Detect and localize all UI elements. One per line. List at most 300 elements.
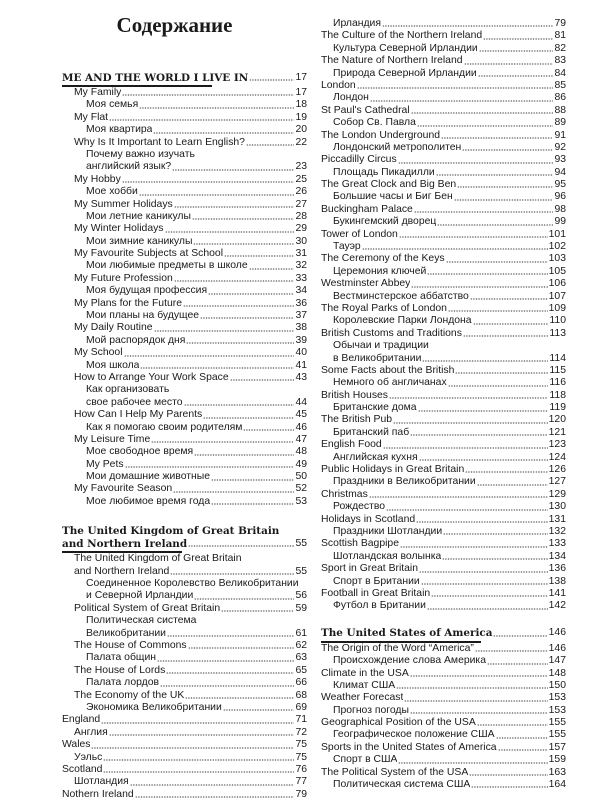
leader-dots bbox=[154, 330, 295, 332]
toc-entry[interactable] bbox=[321, 742, 566, 754]
leader-dots bbox=[223, 709, 295, 711]
toc-entry-page: 44 bbox=[295, 396, 307, 408]
section-entries bbox=[321, 643, 566, 792]
toc-entry[interactable] bbox=[62, 776, 307, 788]
toc-entry[interactable] bbox=[62, 578, 307, 590]
leader-dots bbox=[173, 491, 294, 493]
toc-entry-text: Weather Forecast bbox=[321, 692, 404, 704]
leader-dots bbox=[382, 25, 553, 27]
toc-entry[interactable] bbox=[321, 452, 566, 464]
leader-dots bbox=[246, 144, 294, 146]
toc-entry[interactable] bbox=[62, 174, 307, 186]
toc-entry-page: 69 bbox=[295, 701, 307, 713]
toc-entry-page: 105 bbox=[548, 265, 566, 277]
toc-entry[interactable] bbox=[321, 680, 566, 692]
toc-entry[interactable] bbox=[321, 551, 566, 563]
toc-entry-page: 134 bbox=[548, 550, 566, 562]
toc-entry-text: The Nature of Northern Ireland bbox=[321, 55, 463, 67]
toc-entry-page: 85 bbox=[554, 79, 566, 91]
toc-entry[interactable] bbox=[62, 764, 307, 776]
leader-dots bbox=[483, 38, 553, 40]
section-entries bbox=[321, 18, 566, 613]
toc-entry-page: 83 bbox=[554, 55, 566, 67]
leader-dots bbox=[185, 697, 294, 699]
toc-entry-text: Праздники Шотландии bbox=[333, 526, 443, 537]
toc-entry-text: Political System of Great Britain bbox=[74, 602, 221, 614]
toc-entry-text: Великобритании bbox=[86, 627, 166, 639]
leader-dots bbox=[454, 199, 554, 201]
leader-dots bbox=[124, 355, 295, 357]
toc-entry[interactable] bbox=[321, 303, 566, 315]
toc-entry[interactable] bbox=[62, 223, 307, 235]
leader-dots bbox=[498, 749, 548, 751]
toc-entry[interactable] bbox=[62, 702, 307, 714]
toc-entry[interactable] bbox=[321, 216, 566, 228]
toc-entry-page: 114 bbox=[549, 352, 566, 364]
toc-entry[interactable] bbox=[321, 729, 566, 741]
toc-entry-text: Обычаи и традиции bbox=[333, 340, 429, 352]
leader-dots bbox=[157, 660, 294, 662]
toc-entry[interactable] bbox=[321, 92, 566, 104]
toc-entry[interactable] bbox=[62, 422, 307, 434]
section-heading-text: and Northern Ireland bbox=[62, 537, 188, 550]
toc-entry[interactable] bbox=[321, 717, 566, 729]
toc-entry-text: The House of Commons bbox=[74, 640, 187, 651]
toc-entry-text: Geographical Position of the USA bbox=[321, 717, 476, 729]
toc-entry-page: 147 bbox=[548, 655, 566, 667]
toc-entry-page: 106 bbox=[548, 278, 566, 290]
toc-entry-text: Piccadilly Circus bbox=[321, 154, 397, 166]
toc-entry[interactable] bbox=[321, 241, 566, 253]
toc-entry[interactable] bbox=[62, 99, 307, 111]
toc-entry-text: Public Holidays in Great Britain bbox=[321, 464, 465, 476]
toc-entry[interactable] bbox=[62, 199, 307, 211]
toc-entry-page: 159 bbox=[548, 754, 566, 766]
toc-entry-text: Шотландская волынка bbox=[333, 550, 442, 562]
toc-entry[interactable] bbox=[321, 705, 566, 717]
toc-entry-page: 163 bbox=[548, 766, 566, 778]
toc-entry-text: St Paul's Cathedral bbox=[321, 104, 410, 116]
toc-entry-text: Мои летние каникулы bbox=[86, 210, 191, 222]
leader-dots bbox=[135, 796, 295, 798]
toc-entry[interactable] bbox=[321, 464, 566, 476]
leader-dots bbox=[153, 132, 294, 134]
toc-entry[interactable] bbox=[321, 340, 566, 352]
leader-dots bbox=[427, 273, 547, 275]
leader-dots bbox=[411, 286, 547, 288]
toc-entry[interactable] bbox=[62, 471, 307, 483]
toc-entry[interactable] bbox=[62, 335, 307, 347]
toc-entry-page: 164 bbox=[548, 779, 566, 791]
toc-entry[interactable] bbox=[321, 55, 566, 67]
leader-dots bbox=[109, 119, 294, 121]
toc-entry-page: 65 bbox=[295, 664, 307, 676]
toc-entry[interactable] bbox=[321, 154, 566, 166]
toc-entry[interactable] bbox=[62, 752, 307, 764]
toc-entry-text: The Ceremony of the Keys bbox=[321, 253, 445, 265]
leader-dots bbox=[416, 521, 548, 523]
toc-entry-page: 138 bbox=[548, 575, 566, 587]
leader-dots bbox=[400, 546, 548, 548]
toc-entry[interactable] bbox=[62, 211, 307, 223]
toc-entry[interactable] bbox=[62, 285, 307, 297]
toc-entry[interactable] bbox=[321, 390, 566, 402]
toc-entry-page: 52 bbox=[295, 483, 307, 495]
toc-entry-text: и Северной Ирландии bbox=[86, 590, 194, 602]
toc-entry-text: Уэльс bbox=[74, 751, 103, 763]
toc-entry[interactable] bbox=[321, 377, 566, 389]
toc-entry[interactable] bbox=[62, 628, 307, 640]
toc-entry[interactable] bbox=[62, 677, 307, 689]
toc-entry[interactable] bbox=[62, 652, 307, 664]
toc-entry-page: 43 bbox=[295, 371, 307, 383]
toc-entry[interactable] bbox=[321, 253, 566, 265]
toc-entry-page: 132 bbox=[548, 526, 566, 537]
leader-dots bbox=[166, 672, 294, 674]
toc-entry[interactable] bbox=[321, 80, 566, 92]
leader-dots bbox=[411, 112, 554, 114]
toc-entry[interactable] bbox=[321, 501, 566, 513]
leader-dots bbox=[188, 545, 294, 547]
leader-dots bbox=[165, 231, 295, 233]
leader-dots bbox=[101, 722, 294, 724]
toc-entry[interactable] bbox=[62, 384, 307, 396]
toc-entry[interactable] bbox=[62, 434, 307, 446]
toc-entry-page: 96 bbox=[554, 191, 566, 203]
toc-entry-page: 63 bbox=[295, 652, 307, 664]
toc-entry-page: 56 bbox=[295, 590, 307, 602]
toc-entry[interactable] bbox=[321, 229, 566, 241]
toc-entry-page: 146 bbox=[548, 642, 566, 654]
toc-entry-page: 53 bbox=[295, 495, 307, 507]
leader-dots bbox=[172, 169, 294, 171]
toc-entry-text: England bbox=[62, 714, 101, 726]
toc-entry[interactable] bbox=[62, 360, 307, 372]
leader-dots bbox=[399, 236, 548, 238]
leader-dots bbox=[457, 186, 553, 188]
toc-entry[interactable] bbox=[321, 402, 566, 414]
toc-entry-text: My Daily Routine bbox=[74, 322, 153, 334]
toc-entry[interactable] bbox=[321, 415, 566, 427]
toc-entry[interactable] bbox=[321, 668, 566, 680]
toc-entry-text: Nothern Ireland bbox=[62, 788, 134, 800]
toc-entry-page: 88 bbox=[554, 104, 566, 116]
toc-entry[interactable] bbox=[62, 87, 307, 99]
leader-dots bbox=[224, 255, 294, 257]
toc-entry[interactable] bbox=[62, 566, 307, 578]
toc-entry-page: 77 bbox=[295, 776, 307, 788]
toc-entry-text: Tower of London bbox=[321, 228, 398, 240]
toc-entry-text: The Culture of the Northern Ireland bbox=[321, 30, 483, 42]
section-heading[interactable] bbox=[62, 537, 307, 550]
toc-entry-text: Палата общин bbox=[86, 652, 156, 664]
section-page: 146 bbox=[548, 627, 566, 639]
toc-entry[interactable] bbox=[321, 105, 566, 117]
toc-entry-text: Культура Северной Ирландии bbox=[333, 42, 478, 54]
toc-entry-text: English Food bbox=[321, 439, 382, 451]
leader-dots bbox=[471, 786, 547, 788]
toc-entry-text: Прогноз погоды bbox=[333, 704, 409, 716]
toc-entry[interactable] bbox=[62, 347, 307, 359]
toc-entry-page: 50 bbox=[295, 471, 307, 483]
toc-entry-page: 123 bbox=[548, 439, 566, 451]
toc-entry-text: Мои зимние каникулы bbox=[86, 235, 193, 247]
toc-right-column bbox=[321, 18, 566, 791]
toc-entry-page: 153 bbox=[548, 704, 566, 716]
toc-entry-page: 62 bbox=[295, 640, 307, 651]
toc-entry-page: 20 bbox=[295, 124, 307, 136]
toc-entry-text: Scotland bbox=[62, 763, 103, 775]
toc-entry[interactable] bbox=[321, 68, 566, 80]
leader-dots bbox=[479, 50, 554, 52]
toc-entry[interactable] bbox=[321, 576, 566, 588]
leader-dots bbox=[462, 149, 553, 151]
toc-entry-page: 18 bbox=[295, 99, 307, 111]
toc-entry-text: Ирландия bbox=[333, 17, 381, 29]
toc-entry[interactable] bbox=[321, 692, 566, 704]
leader-dots bbox=[470, 298, 548, 300]
section-page: 55 bbox=[295, 537, 307, 549]
toc-entry[interactable] bbox=[62, 496, 307, 508]
toc-entry-text: Моя будущая профессия bbox=[86, 285, 208, 297]
toc-entry[interactable] bbox=[321, 427, 566, 439]
leader-dots bbox=[194, 598, 294, 600]
section-heading[interactable] bbox=[62, 71, 307, 84]
toc-entry-text: Лондонский метрополитен bbox=[333, 141, 462, 153]
toc-entry-text: Соединенное Королевство Великобритании bbox=[86, 578, 299, 590]
toc-entry[interactable] bbox=[321, 204, 566, 216]
toc-entry[interactable] bbox=[62, 484, 307, 496]
toc-entry-page: 118 bbox=[549, 389, 566, 401]
toc-entry-text: Церемония ключей bbox=[333, 265, 427, 277]
toc-entry-text: My Favourite Subjects at School bbox=[74, 248, 224, 260]
toc-entry[interactable] bbox=[321, 278, 566, 290]
toc-entry-page: 94 bbox=[554, 166, 566, 178]
leader-dots bbox=[404, 700, 547, 702]
toc-entry[interactable] bbox=[321, 526, 566, 538]
toc-entry-page: 49 bbox=[295, 458, 307, 470]
toc-entry-text: Климат США bbox=[333, 679, 396, 691]
toc-entry-text: Футбол в Британии bbox=[333, 600, 426, 612]
toc-entry[interactable] bbox=[62, 690, 307, 702]
toc-entry[interactable] bbox=[321, 754, 566, 766]
toc-entry-text: Holidays in Scotland bbox=[321, 513, 416, 525]
toc-entry[interactable] bbox=[321, 563, 566, 575]
toc-entry-page: 141 bbox=[548, 587, 566, 599]
toc-entry[interactable] bbox=[62, 446, 307, 458]
toc-entry[interactable] bbox=[62, 248, 307, 260]
toc-entry-page: 98 bbox=[554, 203, 566, 215]
toc-entry[interactable] bbox=[62, 137, 307, 149]
toc-entry[interactable] bbox=[321, 18, 566, 30]
toc-entry[interactable] bbox=[321, 167, 566, 179]
toc-entry-page: 121 bbox=[548, 426, 566, 438]
toc-entry[interactable] bbox=[62, 789, 307, 801]
toc-entry-text: Christmas bbox=[321, 488, 368, 500]
toc-entry-page: 68 bbox=[295, 689, 307, 701]
toc-entry[interactable] bbox=[321, 353, 566, 365]
toc-entry-page: 126 bbox=[548, 464, 566, 476]
leader-dots bbox=[469, 774, 547, 776]
toc-entry-page: 76 bbox=[295, 763, 307, 775]
toc-entry[interactable] bbox=[62, 372, 307, 384]
toc-entry-text: My Favourite Season bbox=[74, 483, 173, 495]
toc-entry[interactable] bbox=[321, 489, 566, 501]
toc-entry[interactable] bbox=[321, 43, 566, 55]
toc-entry[interactable] bbox=[62, 665, 307, 677]
toc-entry[interactable] bbox=[321, 179, 566, 191]
toc-entry-text: The Origin of the Word “America” bbox=[321, 642, 474, 654]
leader-dots bbox=[441, 137, 553, 139]
toc-entry[interactable] bbox=[321, 538, 566, 550]
leader-dots bbox=[477, 484, 548, 486]
toc-entry-text: Королевские Парки Лондона bbox=[333, 315, 472, 327]
toc-entry[interactable] bbox=[62, 298, 307, 310]
toc-entry[interactable] bbox=[62, 124, 307, 136]
toc-entry[interactable] bbox=[62, 149, 307, 161]
toc-entry-page: 41 bbox=[295, 359, 307, 371]
toc-entry[interactable] bbox=[321, 191, 566, 203]
toc-entry[interactable] bbox=[321, 117, 566, 129]
toc-entry-text: Мои домашние животные bbox=[86, 471, 211, 483]
leader-dots bbox=[122, 181, 295, 183]
toc-entry[interactable] bbox=[321, 328, 566, 340]
toc-entry-text: в Великобритании bbox=[333, 352, 422, 364]
toc-entry-page: 115 bbox=[549, 364, 566, 376]
toc-entry-page: 29 bbox=[295, 223, 307, 235]
leader-dots bbox=[473, 323, 549, 325]
toc-entry[interactable] bbox=[62, 112, 307, 124]
leader-dots bbox=[448, 310, 548, 312]
toc-entry[interactable] bbox=[62, 714, 307, 726]
toc-entry-text: Природа Северной Ирландии bbox=[333, 67, 477, 79]
toc-entry-text: Wales bbox=[62, 739, 91, 751]
toc-entry-page: 72 bbox=[295, 726, 307, 738]
leader-dots bbox=[174, 206, 295, 208]
page-title: Содержание bbox=[116, 13, 233, 37]
section-heading[interactable] bbox=[321, 627, 566, 640]
toc-entry-text: Мой распорядок дня bbox=[86, 334, 186, 346]
leader-dots bbox=[398, 762, 547, 764]
toc-entry[interactable] bbox=[321, 655, 566, 667]
toc-entry-text: Спорт в Британии bbox=[333, 575, 420, 587]
leader-dots bbox=[437, 224, 553, 226]
toc-entry[interactable] bbox=[62, 553, 307, 565]
toc-entry-page: 116 bbox=[549, 377, 566, 389]
toc-entry-text: Как я помогаю своим родителям bbox=[86, 421, 243, 433]
toc-entry[interactable] bbox=[321, 600, 566, 612]
toc-entry[interactable] bbox=[62, 186, 307, 198]
toc-entry[interactable] bbox=[62, 161, 307, 173]
leader-dots bbox=[419, 571, 548, 573]
leader-dots bbox=[243, 429, 294, 431]
leader-dots bbox=[211, 503, 294, 505]
toc-entry-text: Sports in the United States of America bbox=[321, 741, 497, 753]
toc-entry-text: Sport in Great Britain bbox=[321, 563, 419, 575]
toc-entry[interactable] bbox=[321, 779, 566, 791]
toc-entry[interactable] bbox=[321, 291, 566, 303]
toc-entry-page: 133 bbox=[548, 538, 566, 550]
leader-dots bbox=[443, 533, 548, 535]
toc-entry[interactable] bbox=[321, 476, 566, 488]
toc-entry[interactable] bbox=[62, 409, 307, 421]
toc-entry[interactable] bbox=[321, 130, 566, 142]
toc-entry-page: 39 bbox=[295, 334, 307, 346]
toc-entry[interactable] bbox=[62, 603, 307, 615]
toc-entry[interactable] bbox=[321, 767, 566, 779]
toc-entry-page: 40 bbox=[295, 347, 307, 359]
toc-entry[interactable] bbox=[321, 142, 566, 154]
toc-entry-page: 91 bbox=[554, 129, 566, 141]
leader-dots bbox=[362, 248, 548, 250]
section-heading-text: ME AND THE WORLD I LIVE IN bbox=[62, 71, 249, 84]
toc-entry[interactable] bbox=[321, 439, 566, 451]
toc-entry-text: and Northern Ireland bbox=[74, 565, 170, 577]
leader-dots bbox=[184, 404, 295, 406]
toc-entry-page: 155 bbox=[548, 729, 566, 741]
leader-dots bbox=[194, 454, 294, 456]
toc-entry[interactable] bbox=[321, 30, 566, 42]
toc-entry-page: 127 bbox=[548, 476, 566, 488]
toc-entry-text: The Great Clock and Big Ben bbox=[321, 179, 457, 191]
toc-entry-text: How Can I Help My Parents bbox=[74, 409, 203, 421]
toc-entry-text: The House of Lords bbox=[74, 664, 166, 676]
toc-entry-page: 142 bbox=[548, 600, 566, 612]
toc-entry-text: My Pets bbox=[86, 458, 124, 470]
leader-dots bbox=[386, 509, 548, 511]
toc-entry-page: 150 bbox=[548, 679, 566, 691]
section-heading-line1[interactable]: The United Kingdom of Great Britain bbox=[62, 525, 280, 538]
toc-entry[interactable] bbox=[62, 640, 307, 652]
toc-entry[interactable] bbox=[321, 266, 566, 278]
toc-entry[interactable] bbox=[62, 727, 307, 739]
leader-dots bbox=[130, 784, 295, 786]
toc-entry-page: 45 bbox=[295, 409, 307, 421]
toc-entry-text: Экономика Великобритании bbox=[86, 701, 222, 713]
toc-entry[interactable] bbox=[321, 365, 566, 377]
toc-entry[interactable] bbox=[321, 514, 566, 526]
leader-dots bbox=[183, 305, 294, 307]
toc-entry-text: Мое любимое время года bbox=[86, 495, 211, 507]
toc-entry-page: 66 bbox=[295, 677, 307, 689]
section-entries bbox=[62, 553, 307, 801]
toc-entry[interactable] bbox=[62, 273, 307, 285]
toc-entry[interactable] bbox=[62, 322, 307, 334]
toc-entry-text: Football in Great Britain bbox=[321, 587, 431, 599]
toc-entry[interactable] bbox=[62, 459, 307, 471]
toc-entry[interactable] bbox=[321, 643, 566, 655]
leader-dots bbox=[417, 125, 554, 127]
toc-entry[interactable] bbox=[62, 397, 307, 409]
toc-entry-text: Немного об англичанах bbox=[333, 377, 447, 389]
toc-entry[interactable] bbox=[321, 315, 566, 327]
toc-entry[interactable] bbox=[62, 310, 307, 322]
toc-entry[interactable] bbox=[62, 260, 307, 272]
leader-dots bbox=[193, 243, 294, 245]
toc-entry[interactable] bbox=[62, 615, 307, 627]
leader-dots bbox=[230, 379, 295, 381]
toc-entry-page: 28 bbox=[295, 210, 307, 222]
toc-entry[interactable] bbox=[62, 236, 307, 248]
leader-dots bbox=[431, 595, 548, 597]
toc-entry-text: Праздники в Великобритании bbox=[333, 476, 476, 488]
toc-entry-text: английский язык? bbox=[86, 161, 172, 173]
toc-entry[interactable] bbox=[321, 588, 566, 600]
toc-entry[interactable] bbox=[62, 590, 307, 602]
toc-entry-text: British Houses bbox=[321, 389, 388, 401]
toc-entry[interactable] bbox=[62, 739, 307, 751]
toc-entry-text: My Winter Holidays bbox=[74, 223, 164, 235]
